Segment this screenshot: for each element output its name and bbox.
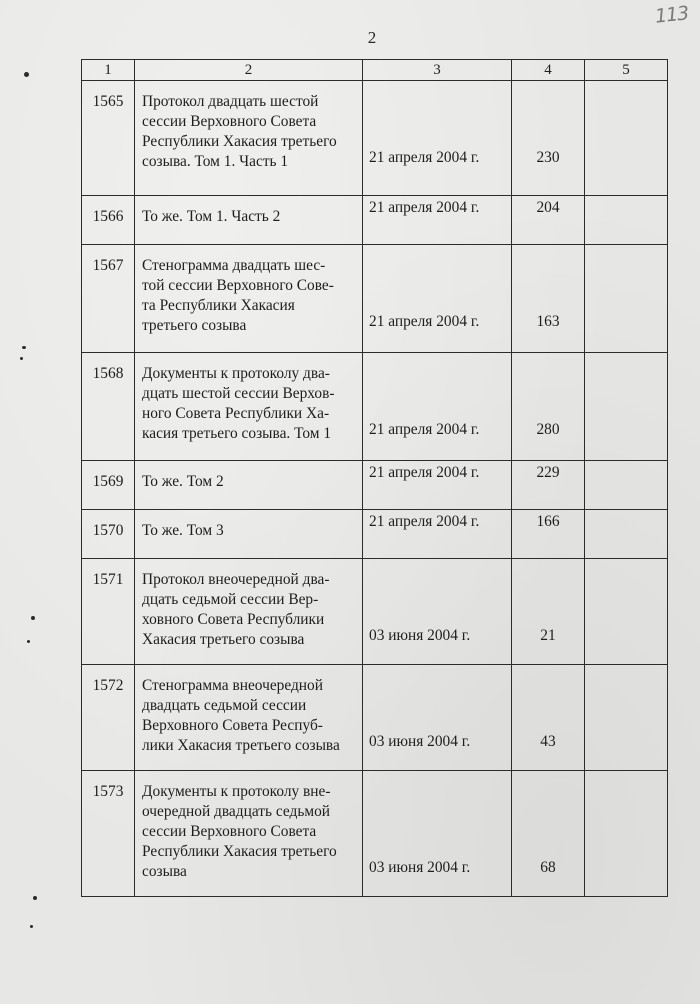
item-sheet-count	[512, 81, 585, 196]
item-date	[363, 559, 512, 665]
item-note	[585, 196, 668, 245]
item-date	[363, 510, 512, 559]
margin-speck-icon	[20, 357, 23, 360]
item-title-line: Верховного Совета Респуб-	[142, 717, 323, 734]
item-note	[585, 510, 668, 559]
item-title	[135, 559, 363, 665]
item-date-text: 21 апреля 2004 г.	[369, 199, 480, 216]
table-row	[82, 196, 668, 245]
item-sheet-count	[512, 665, 585, 771]
item-title-line: сессии Верховного Совета	[142, 823, 317, 840]
item-title-line: То же. Том 1. Часть 2	[142, 208, 281, 225]
table-row	[82, 461, 668, 510]
item-note	[585, 81, 668, 196]
handwritten-folio-number: 113	[653, 2, 690, 28]
item-date-text: 21 апреля 2004 г.	[369, 149, 480, 166]
item-sheet-count	[512, 353, 585, 461]
item-title-line: То же. Том 2	[142, 473, 224, 490]
item-title-line: ного Совета Республики Ха-	[142, 405, 330, 422]
item-date-text: 03 июня 2004 г.	[369, 859, 471, 876]
item-title-line: Документы к протоколу вне-	[142, 783, 331, 800]
column-header-1: 1	[82, 60, 135, 81]
table-row	[82, 559, 668, 665]
item-date-text: 21 апреля 2004 г.	[369, 421, 480, 438]
item-date	[363, 81, 512, 196]
item-sheet-count	[512, 771, 585, 897]
item-date-text: 03 июня 2004 г.	[369, 627, 471, 644]
item-title	[135, 771, 363, 897]
item-number: 1573	[82, 771, 135, 897]
item-title	[135, 461, 363, 510]
item-number: 1569	[82, 461, 135, 510]
item-date-text: 21 апреля 2004 г.	[369, 513, 480, 530]
item-title	[135, 510, 363, 559]
column-header-3: 3	[363, 60, 512, 81]
item-number: 1566	[82, 196, 135, 245]
item-sheet-count-text: 280	[536, 421, 560, 438]
item-date	[363, 353, 512, 461]
item-title	[135, 81, 363, 196]
item-title-line: сессии Верховного Совета	[142, 113, 317, 130]
item-sheet-count	[512, 559, 585, 665]
item-date	[363, 245, 512, 353]
table-header-row	[82, 60, 668, 81]
margin-speck-icon	[30, 925, 33, 928]
item-title-line: созыва. Том 1. Часть 1	[142, 153, 289, 170]
item-sheet-count-text: 68	[540, 859, 556, 876]
item-sheet-count-text: 166	[536, 513, 560, 530]
item-title-line: Стенограмма внеочередной	[142, 677, 323, 694]
item-sheet-count-text: 229	[536, 464, 560, 481]
item-date	[363, 196, 512, 245]
table-row	[82, 510, 668, 559]
item-number: 1570	[82, 510, 135, 559]
table-row	[82, 665, 668, 771]
table-row	[82, 245, 668, 353]
item-date	[363, 771, 512, 897]
column-header-4: 4	[512, 60, 585, 81]
item-sheet-count-text: 21	[540, 627, 556, 644]
table-row	[82, 353, 668, 461]
item-sheet-count-text: 230	[536, 149, 560, 166]
item-sheet-count-text: 204	[536, 199, 560, 216]
item-sheet-count	[512, 510, 585, 559]
column-header-2: 2	[135, 60, 363, 81]
margin-speck-icon	[31, 616, 35, 620]
item-title-line: дцать шестой сессии Верхов-	[142, 385, 335, 402]
item-note	[585, 461, 668, 510]
item-title-line: Хакасия третьего созыва	[142, 631, 305, 648]
item-title-line: Протокол внеочередной два-	[142, 571, 330, 588]
item-date	[363, 665, 512, 771]
item-sheet-count	[512, 196, 585, 245]
margin-speck-icon	[22, 346, 26, 349]
item-title-line: лики Хакасия третьего созыва	[142, 737, 340, 754]
item-title-line: очередной двадцать седьмой	[142, 803, 331, 820]
item-title-line: созыва	[142, 863, 187, 880]
item-title-line: третьего созыва	[142, 317, 247, 334]
item-note	[585, 353, 668, 461]
item-title-line: То же. Том 3	[142, 522, 224, 539]
item-number: 1572	[82, 665, 135, 771]
item-title-line: Республики Хакасия третьего	[142, 843, 337, 860]
item-title-line: ховного Совета Республики	[142, 611, 325, 628]
item-date-text: 21 апреля 2004 г.	[369, 313, 480, 330]
item-date	[363, 461, 512, 510]
item-title-line: касия третьего созыва. Том 1	[142, 425, 332, 442]
item-title	[135, 353, 363, 461]
item-sheet-count	[512, 461, 585, 510]
item-number: 1568	[82, 353, 135, 461]
item-sheet-count	[512, 245, 585, 353]
item-title-line: той сессии Верховного Сове-	[142, 277, 334, 294]
item-number: 1571	[82, 559, 135, 665]
item-note	[585, 665, 668, 771]
item-note	[585, 245, 668, 353]
margin-speck-icon	[33, 896, 37, 900]
item-title-line: та Республики Хакасия	[142, 297, 295, 314]
item-title-line: дцать седьмой сессии Вер-	[142, 591, 319, 608]
item-sheet-count-text: 163	[536, 313, 560, 330]
item-number: 1567	[82, 245, 135, 353]
item-title-line: Документы к протоколу два-	[142, 365, 330, 382]
inventory-table	[81, 59, 668, 897]
item-date-text: 03 июня 2004 г.	[369, 733, 471, 750]
margin-speck-icon	[27, 640, 30, 643]
table-body	[82, 81, 668, 897]
item-title-line: Республики Хакасия третьего	[142, 133, 337, 150]
margin-speck-icon	[24, 72, 29, 77]
item-note	[585, 559, 668, 665]
item-title	[135, 196, 363, 245]
item-title	[135, 665, 363, 771]
item-sheet-count-text: 43	[540, 733, 556, 750]
item-title-line: Протокол двадцать шестой	[142, 93, 319, 110]
item-number: 1565	[82, 81, 135, 196]
page-number: 2	[367, 28, 377, 47]
item-title-line: двадцать седьмой сессии	[142, 697, 307, 714]
column-header-5: 5	[585, 60, 668, 81]
item-date-text: 21 апреля 2004 г.	[369, 464, 480, 481]
item-title-line: Стенограмма двадцать шес-	[142, 257, 326, 274]
table-row	[82, 81, 668, 196]
item-title	[135, 245, 363, 353]
table-row	[82, 771, 668, 897]
item-note	[585, 771, 668, 897]
